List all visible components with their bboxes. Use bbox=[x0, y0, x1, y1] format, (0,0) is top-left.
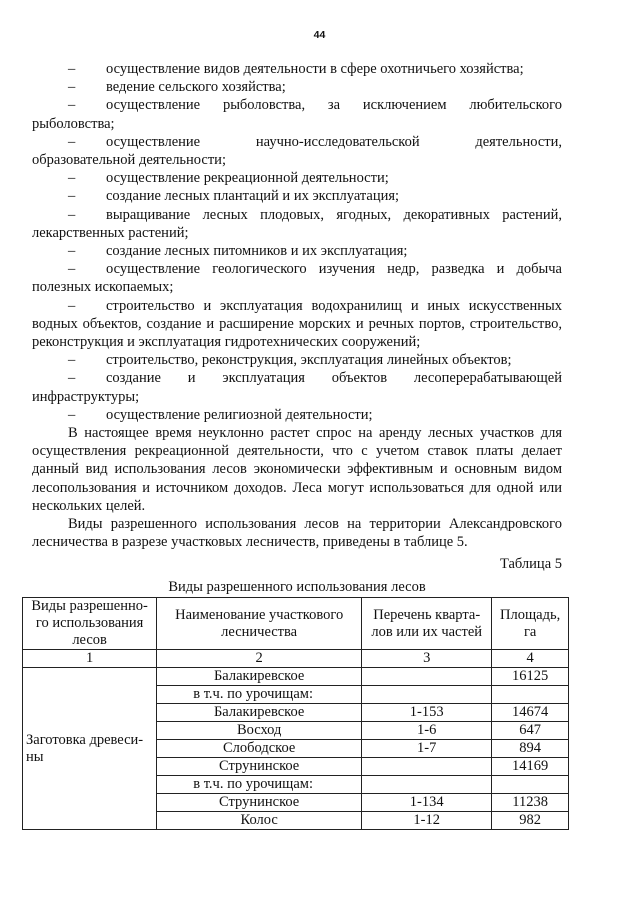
list-item bbox=[32, 297, 562, 352]
body-text bbox=[32, 60, 562, 596]
list-item bbox=[32, 206, 562, 242]
table-number: Таблица 5 bbox=[499, 556, 562, 573]
list-item-text: строительство, реконструкция, эксплуатация линейных объектов; bbox=[106, 352, 512, 369]
list-item bbox=[32, 169, 562, 187]
district-name-cell: Слободское bbox=[157, 740, 362, 758]
column-number: 4 bbox=[492, 650, 569, 668]
area-cell: 647 bbox=[492, 722, 569, 740]
dash-marker: – bbox=[68, 297, 76, 314]
dash-marker: – bbox=[68, 206, 76, 223]
area-cell: 982 bbox=[492, 812, 569, 830]
dash-marker: – bbox=[68, 61, 76, 77]
dash-marker: – bbox=[68, 79, 76, 96]
dash-marker: – bbox=[68, 170, 76, 187]
list-item-text: осуществление геологического изучения недр, разведка и добыча полезных ископаемых; bbox=[32, 261, 562, 296]
district-name-cell: Колос bbox=[157, 812, 362, 830]
area-cell bbox=[492, 686, 569, 704]
district-name-cell: Балакиревское bbox=[157, 704, 362, 722]
column-number: 1 bbox=[23, 650, 157, 668]
dash-marker: – bbox=[68, 133, 76, 150]
table-row bbox=[23, 668, 569, 686]
quarters-cell: 1-6 bbox=[362, 722, 492, 740]
district-name-cell: Струнинское bbox=[157, 758, 362, 776]
quarters-cell bbox=[362, 758, 492, 776]
district-name-cell: Балакиревское bbox=[157, 668, 362, 686]
quarters-cell bbox=[362, 776, 492, 794]
list-item-text: осуществление научно-исследовательской деятельности, образовательной деятельности; bbox=[32, 133, 562, 169]
list-item-text: создание лесных питомников и их эксплуатация; bbox=[106, 243, 408, 260]
list-item-text: осуществление видов деятельности в сфере охотничьего хозяйства; bbox=[106, 61, 524, 77]
header-area: Площадь, га bbox=[492, 598, 569, 650]
area-cell bbox=[492, 776, 569, 794]
list-item bbox=[32, 133, 562, 169]
table-title: Виды разрешенного использования лесов bbox=[168, 578, 426, 595]
dash-marker: – bbox=[68, 406, 76, 423]
header-quarters-list: Перечень кварта-лов или их частей bbox=[362, 598, 492, 650]
list-item-text: ведение сельского хозяйства; bbox=[106, 79, 286, 96]
dash-marker: – bbox=[68, 352, 76, 369]
area-cell: 894 bbox=[492, 740, 569, 758]
district-name-cell: в т.ч. по урочищам: bbox=[157, 776, 362, 794]
area-cell: 11238 bbox=[492, 794, 569, 812]
table-header-row bbox=[23, 598, 569, 650]
list-item-text: создание лесных плантаций и их эксплуатация; bbox=[106, 188, 400, 205]
quarters-cell bbox=[362, 668, 492, 686]
column-number: 3 bbox=[362, 650, 492, 668]
paragraph-table-intro: Виды разрешенного использования лесов на территории Александровского лесничества в разрезе участковых лесничеств, приведены в таблице 5. bbox=[32, 516, 562, 551]
quarters-cell: 1-7 bbox=[362, 740, 492, 758]
list-item bbox=[32, 406, 562, 424]
forest-use-table bbox=[22, 597, 569, 830]
list-item bbox=[32, 242, 562, 260]
dash-marker: – bbox=[68, 97, 76, 114]
quarters-cell: 1-134 bbox=[362, 794, 492, 812]
district-name-cell: Струнинское bbox=[157, 794, 362, 812]
forest-use-type-cell: Заготовка древеси-ны bbox=[23, 668, 157, 830]
district-name-cell: Восход bbox=[157, 722, 362, 740]
dash-marker: – bbox=[68, 261, 76, 278]
dash-marker: – bbox=[68, 370, 76, 387]
quarters-cell: 1-153 bbox=[362, 704, 492, 722]
list-item bbox=[32, 187, 562, 205]
list-item bbox=[32, 78, 562, 96]
area-cell: 16125 bbox=[492, 668, 569, 686]
list-item-text: создание и эксплуатация объектов лесоперерабатывающей инфраструктуры; bbox=[32, 370, 562, 405]
list-item-text: выращивание лесных плодовых, ягодных, декоративных растений, лекарственных растений; bbox=[32, 206, 562, 241]
column-number: 2 bbox=[157, 650, 362, 668]
list-item-text: осуществление рыболовства, за исключением любительского рыболовства; bbox=[32, 97, 562, 132]
dash-marker: – bbox=[68, 188, 76, 205]
table-body bbox=[23, 668, 569, 830]
quarters-cell: 1-12 bbox=[362, 812, 492, 830]
header-forest-use-type: Виды разрешенно-го использования лесов bbox=[23, 598, 157, 650]
list-item bbox=[32, 60, 562, 78]
list-item-text: осуществление религиозной деятельности; bbox=[106, 406, 373, 423]
list-item-text: осуществление рекреационной деятельности; bbox=[106, 170, 389, 187]
list-item bbox=[32, 351, 562, 369]
list-item bbox=[32, 369, 562, 405]
district-name-cell: в т.ч. по урочищам: bbox=[157, 686, 362, 704]
list-item bbox=[32, 260, 562, 296]
quarters-cell bbox=[362, 686, 492, 704]
paragraph-demand: В настоящее время неуклонно растет спрос на аренду лесных участков для осуществления рекреационной деятельности, что с учетом ставок платы делает данный вид использования лесов экономически эффективным и основным видом лесопользования и источником доходов. Леса могут использоваться для одной или нескольких целей. bbox=[32, 425, 562, 514]
area-cell: 14674 bbox=[492, 704, 569, 722]
bullet-list bbox=[32, 60, 562, 424]
list-item bbox=[32, 96, 562, 132]
page-number: 44 bbox=[313, 29, 326, 41]
column-number-row bbox=[23, 650, 569, 668]
list-item-text: строительство и эксплуатация водохранилищ и иных искусственных водных объектов, создание и расширение морских и речных портов, строительство, реконструкция и эксплуатация гидротехнических сооружений; bbox=[32, 297, 562, 351]
header-district-name: Наименование участкового лесничества bbox=[157, 598, 362, 650]
dash-marker: – bbox=[68, 243, 76, 260]
area-cell: 14169 bbox=[492, 758, 569, 776]
